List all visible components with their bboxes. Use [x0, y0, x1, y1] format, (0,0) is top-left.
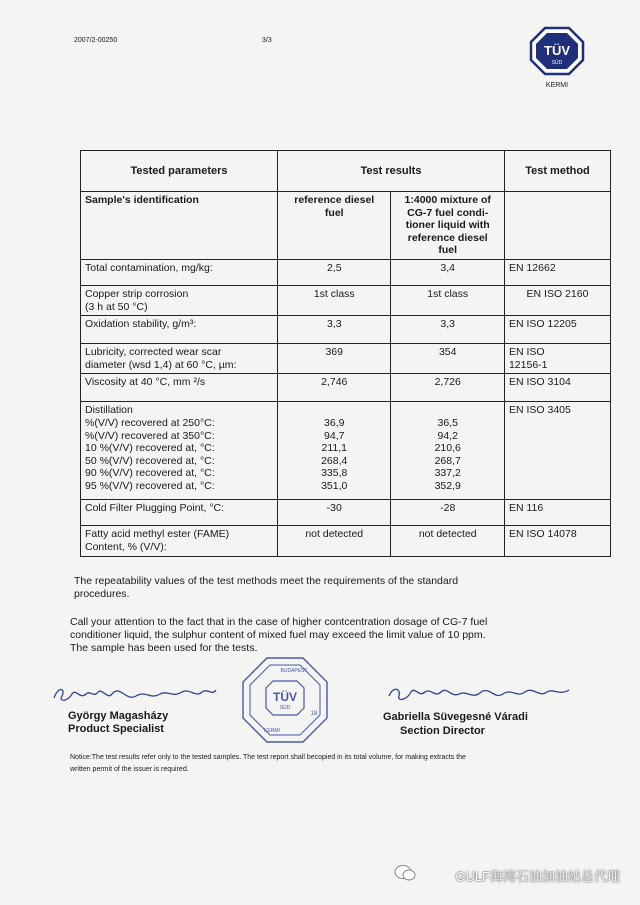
table-row: [81, 259, 611, 285]
row-value-reference: 2,5: [278, 259, 391, 285]
row-param: Cold Filter Plugging Point, °C:: [81, 500, 278, 526]
table-row: [81, 526, 611, 556]
right-signatory-title: Section Director: [400, 725, 485, 737]
tuv-logo: [529, 26, 585, 88]
sample-id-label: Sample's identification: [81, 192, 278, 260]
row-value-mixture: 3,4: [391, 259, 504, 285]
row-value-mixture: 2,726: [391, 374, 504, 402]
notice-text: Notice:The test results refer only to the tested samples. The test report shall becopied in its total volume, for making extracts the written permit of the issuer is required.: [70, 754, 466, 773]
page-number: 3/3: [262, 37, 272, 44]
header-test-method: Test method: [504, 151, 610, 192]
row-param: Copper strip corrosion (3 h at 50 °C): [81, 285, 278, 315]
svg-text:BUDAPEST: BUDAPEST: [280, 668, 308, 674]
row-value-reference: 3,3: [278, 316, 391, 344]
row-value-reference: 1st class: [278, 285, 391, 315]
header-test-results: Test results: [278, 151, 505, 192]
row-param: Distillation %(V/V) recovered at 250°C: %(V/V) recovered at 350°C: 10 %(V/V) recovered at, °C: 50 %(V/V) recovered at, °C: 90 %(V/V) recovered at, °C: 95 %(V/V) recovered at, °C:: [81, 402, 278, 500]
svg-text:KERMI: KERMI: [264, 728, 280, 734]
svg-text:TÜV: TÜV: [544, 43, 570, 58]
row-value-mixture: -28: [391, 500, 504, 526]
signature-right: [385, 680, 575, 708]
row-value-mixture: 354: [391, 344, 504, 374]
row-value-reference: 2,746: [278, 374, 391, 402]
row-method: EN 116: [504, 500, 610, 526]
row-value-reference: not detected: [278, 526, 391, 556]
row-method: EN ISO 12205: [504, 316, 610, 344]
svg-text:TÜV: TÜV: [273, 690, 297, 704]
header-tested-parameters: Tested parameters: [81, 151, 278, 192]
document-number: 2007/2-00250: [74, 37, 118, 44]
row-value-reference: -30: [278, 500, 391, 526]
logo-caption: KERMI: [545, 82, 569, 89]
row-param: Fatty acid methyl ester (FAME) Content, % (V/V):: [81, 526, 278, 556]
table-header-row: [81, 151, 611, 192]
row-param: Viscosity at 40 °C, mm ²/s: [81, 374, 278, 402]
row-param: Oxidation stability, g/m³:: [81, 316, 278, 344]
official-stamp: [240, 655, 330, 745]
sample-reference-fuel: reference diesel fuel: [278, 192, 391, 260]
row-value-reference: 36,9 94,7 211,1 268,4 335,8 351,0: [278, 402, 391, 500]
row-value-mixture: 1st class: [391, 285, 504, 315]
row-param: Total contamination, mg/kg:: [81, 259, 278, 285]
row-param: Lubricity, corrected wear scar diameter (wsd 1,4) at 60 °C, µm:: [81, 344, 278, 374]
row-value-mixture: not detected: [391, 526, 504, 556]
table-row: [81, 285, 611, 315]
svg-text:SÜD: SÜD: [279, 705, 291, 711]
table-row: [81, 402, 611, 500]
right-signatory-name: Gabriella Süvegesné Váradi: [383, 711, 528, 723]
svg-text:SÜD: SÜD: [551, 60, 563, 66]
row-value-reference: 369: [278, 344, 391, 374]
row-method: EN ISO 14078: [504, 526, 610, 556]
sample-mixture: 1:4000 mixture of CG-7 fuel condi- tioner liquid with reference diesel fuel: [391, 192, 504, 260]
signature-left: [50, 680, 220, 710]
svg-text:18: 18: [310, 711, 318, 717]
row-method: EN ISO 12156-1: [504, 344, 610, 374]
left-signatory-title: Product Specialist: [68, 723, 164, 735]
watermark-text: GULF海湾石油加油站总代理: [455, 869, 620, 884]
row-method: EN 12662: [504, 259, 610, 285]
wechat-icon: [394, 864, 416, 887]
left-signatory-name: György Magasházy: [68, 710, 169, 722]
sample-id-method-empty: [504, 192, 610, 260]
row-method: EN ISO 3405: [504, 402, 610, 500]
row-method: EN ISO 2160: [504, 285, 610, 315]
table-row: [81, 500, 611, 526]
table-row: [81, 374, 611, 402]
sample-id-row: [81, 192, 611, 260]
test-results-table: [80, 150, 611, 557]
repeatability-statement: The repeatability values of the test methods meet the requirements of the standard procedures.: [74, 575, 459, 600]
row-value-mixture: 36,5 94,2 210,6 268,7 337,2 352,9: [391, 402, 504, 500]
attention-statement: Call your attention to the fact that in the case of higher contcentration dosage of CG-7 fuel conditioner liquid, the sulphur content of mixed fuel may exceed the limit value of 10 ppm. The sample has been used for the tests.: [70, 616, 488, 654]
table-row: [81, 316, 611, 344]
table-row: [81, 344, 611, 374]
row-value-mixture: 3,3: [391, 316, 504, 344]
row-method: EN ISO 3104: [504, 374, 610, 402]
